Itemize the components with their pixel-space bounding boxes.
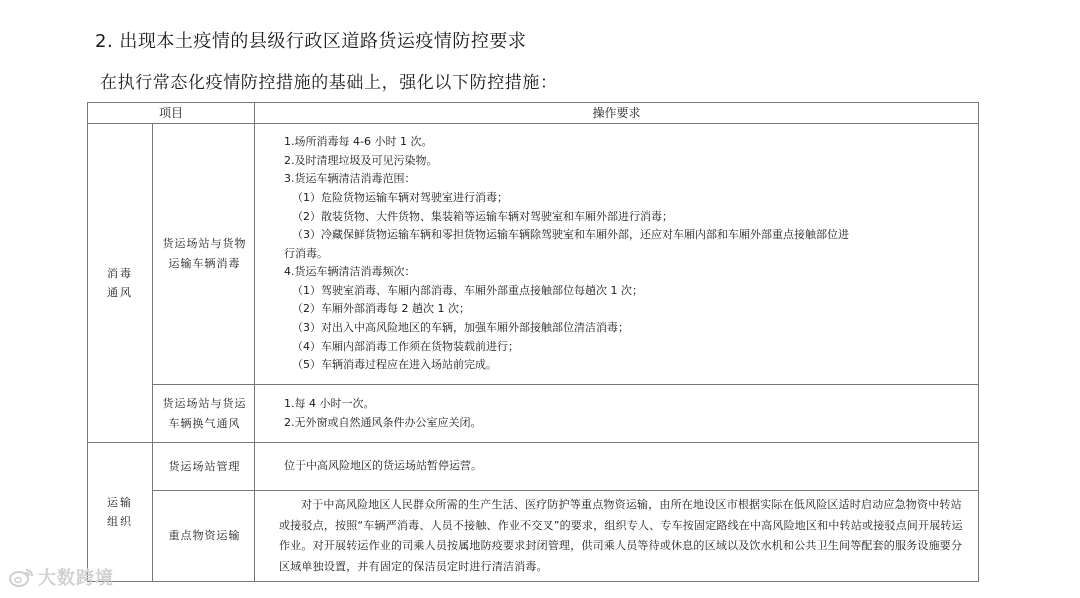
item-cell: 货运场站管理 [153, 443, 255, 491]
intro-text: 在执行常态化疫情防控措施的基础上，强化以下防控措施： [100, 73, 558, 93]
requirement-line: （3）冷藏保鲜货物运输车辆和零担货物运输车辆除驾驶室和车厢外部，还应对车厢内部和车厢外部重点接触部位进 [292, 228, 850, 242]
requirement-line: （5）车辆消毒过程应在进入场站前完成。 [292, 358, 498, 372]
requirement-line: 1.场所消毒每 4-6 小时 1 次。 [284, 135, 433, 149]
header-item: 项目 [88, 103, 255, 124]
requirement-paragraph: 对于中高风险地区人民群众所需的生产生活、医疗防护等重点物资运输，由所在地设区市根据实际在低风险区适时启动应急物资中转站或接驳点，按照“车辆严消毒、人员不接触、作业不交叉”的要求，组织专人、专车按固定路线在中高风险地区和中转站或接驳点间开展转运作业。对开展转运作业的司乘人员按属地防疫要求封闭管理，供司乘人员等待或休息的区域以及饮水机和公共卫生间等配套的服务设施要分区域单独设置，并有固定的保洁员定时进行清洁消毒。 [255, 491, 979, 582]
item-cell: 货运场站与货运车辆换气通风 [153, 385, 255, 443]
category-transport-organization [88, 443, 153, 582]
category-label: 运输 [107, 496, 133, 509]
requirement-line: 1.每 4 小时一次。 [284, 396, 375, 410]
requirement-line: （1）驾驶室消毒、车厢内部消毒、车厢外部重点接触部位每趟次 1 次； [292, 283, 644, 297]
table-row [88, 491, 979, 582]
requirement-line: 行消毒。 [284, 246, 329, 260]
table-header-row [88, 103, 979, 124]
watermark-text: 大数跨境 [38, 568, 114, 589]
requirement-cell [255, 124, 979, 385]
requirement-line: （2）车厢外部消毒每 2 趟次 1 次； [292, 302, 470, 316]
requirement-line: （4）车厢内部消毒工作须在货物装载前进行； [292, 339, 520, 353]
category-label: 消毒 [107, 267, 133, 280]
category-label: 组织 [107, 515, 133, 528]
requirement-line: 3.货运车辆清洁消毒范围： [284, 172, 416, 186]
requirement-line: 位于中高风险地区的货运场站暂停运营。 [284, 459, 483, 473]
header-requirements: 操作要求 [255, 103, 979, 124]
requirement-cell [255, 385, 979, 443]
requirement-line: （1）危险货物运输车辆对驾驶室进行消毒； [292, 190, 509, 204]
category-disinfection-ventilation [88, 124, 153, 443]
item-cell: 货运场站与货物运输车辆消毒 [153, 124, 255, 385]
section-heading: 2. 出现本土疫情的县级行政区道路货运疫情防控要求 [95, 31, 527, 52]
table-row [88, 385, 979, 443]
requirement-cell [255, 443, 979, 491]
watermark [8, 564, 114, 590]
table-row [88, 443, 979, 491]
requirement-line: 2.无外窗或自然通风条件办公室应关闭。 [284, 415, 482, 429]
requirement-line: （3）对出入中高风险地区的车辆，加强车厢外部接触部位清洁消毒； [292, 321, 630, 335]
requirement-line: （2）散装货物、大件货物、集装箱等运输车辆对驾驶室和车厢外部进行消毒； [292, 209, 674, 223]
category-label: 通风 [107, 286, 133, 299]
item-cell: 重点物资运输 [153, 491, 255, 582]
requirements-table [87, 102, 979, 582]
weibo-logo-icon [8, 566, 34, 588]
table-row [88, 124, 979, 385]
requirement-line: 2.及时清理垃圾及可见污染物。 [284, 153, 438, 167]
requirement-line: 4.货运车辆清洁消毒频次： [284, 265, 416, 279]
